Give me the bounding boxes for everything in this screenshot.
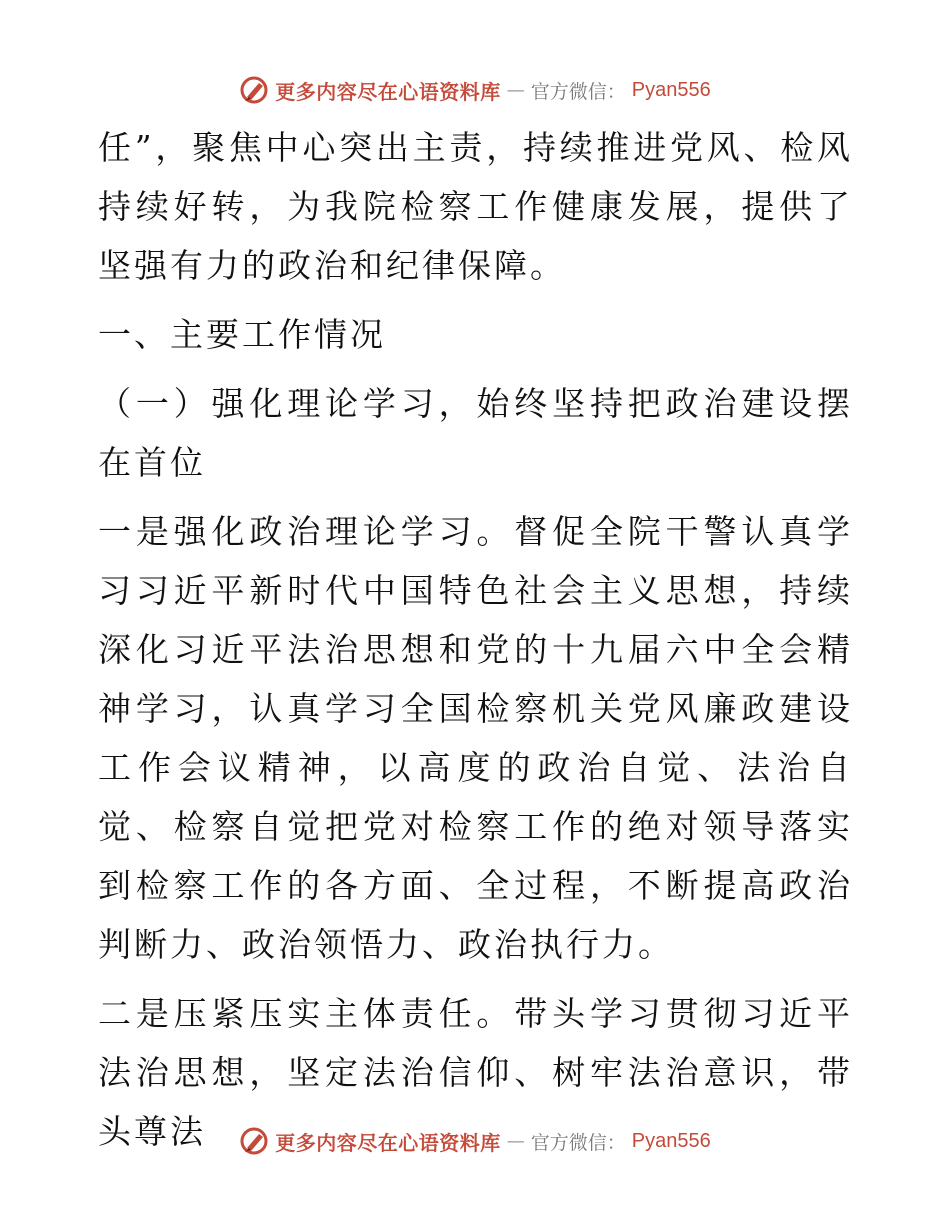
watermark-separator: — <box>506 1130 525 1152</box>
footer-watermark <box>0 1124 950 1158</box>
pen-logo-icon <box>239 75 269 105</box>
paragraph-political-study: 一是强化政治理论学习。督促全院干警认真学习习近平新时代中国特色社会主义思想，持续深化习近平法治思想和党的十九届六中全会精神学习，认真学习全国检察机关党风廉政建设工作会议精神，以高度的政治自觉、法治自觉、检察自觉把党对检察工作的绝对领导落实到检察工作的各方面、全过程，不断提高政治判断力、政治领悟力、政治执行力。 <box>98 512 853 964</box>
section-heading: 一、主要工作情况 <box>98 315 386 354</box>
header-watermark <box>0 73 950 107</box>
paragraph-intro-end: 任”，聚焦中心突出主责，持续推进党风、检风持续好转，为我院检察工作健康发展，提供了坚强有力的政治和纪律保障。 <box>98 128 853 285</box>
document-body <box>98 118 853 1161</box>
pen-logo-icon <box>239 1126 269 1156</box>
watermark-main-text: 更多内容尽在心语资料库 <box>275 1130 501 1155</box>
watermark-wechat-id: Pyan556 <box>631 78 711 101</box>
paragraph-responsibility: 二是压紧压实主体责任。带头学习贯彻习近平法治思想，坚定法治信仰、树牢法治意识，带头尊法 <box>98 994 853 1151</box>
subsection-heading: （一）强化理论学习，始终坚持把政治建设摆在首位 <box>98 384 853 482</box>
watermark-separator: — <box>506 79 525 101</box>
watermark-wechat-id: Pyan556 <box>631 1129 711 1152</box>
watermark-main-text: 更多内容尽在心语资料库 <box>275 79 501 104</box>
watermark-official-label: 官方微信： <box>530 80 626 103</box>
watermark-official-label: 官方微信： <box>530 1131 626 1154</box>
